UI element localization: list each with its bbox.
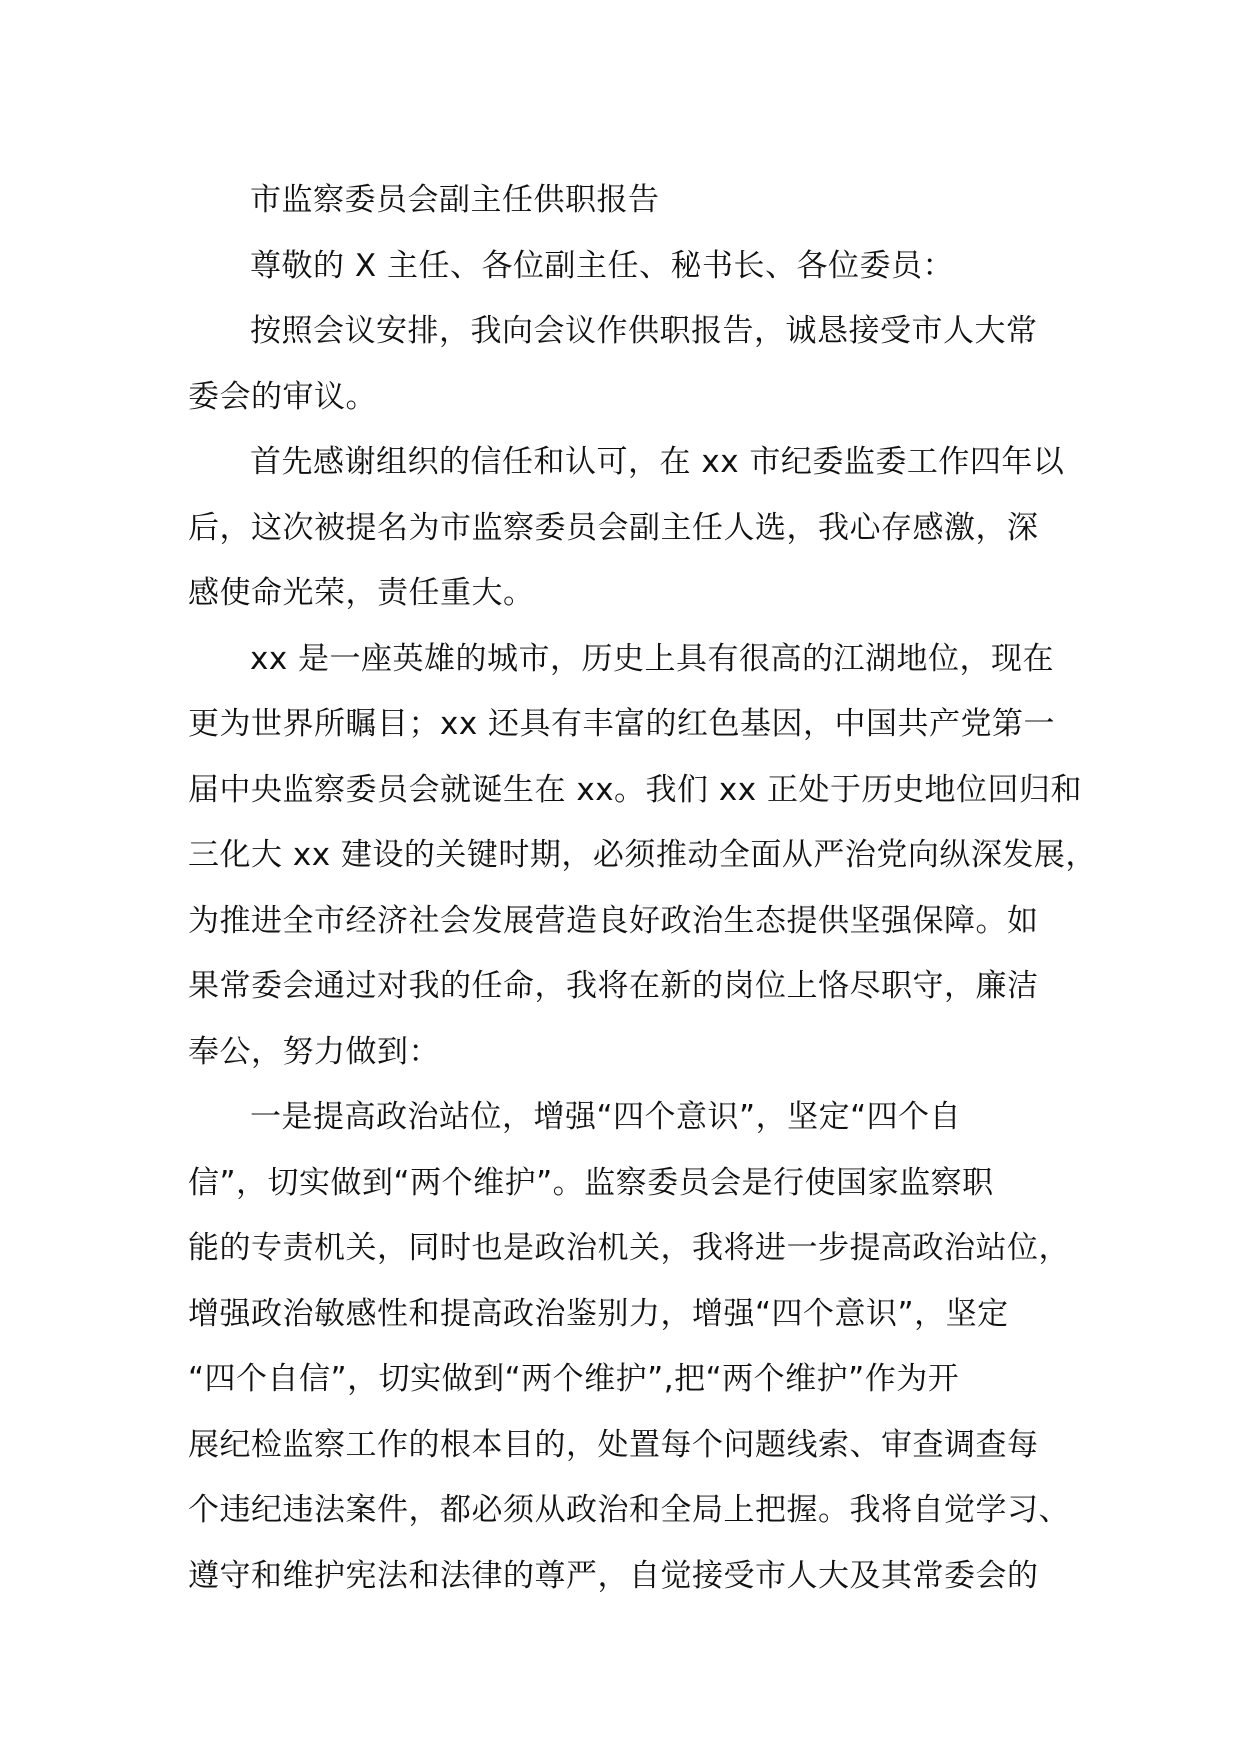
paragraph-line: 遵守和维护宪法和法律的尊严，自觉接受市人大及其常委会的 [188,1557,1039,1594]
paragraph-line: 一是提高政治站位，增强“四个意识”，坚定“四个自 [250,1099,962,1135]
paragraph-line: 后，这次被提名为市监察委员会副主任人选，我心存感激，深 [188,509,1039,546]
salutation-line: 尊敬的 X 主任、各位副主任、秘书长、各位委员： [250,247,954,284]
paragraph-line: 展纪检监察工作的根本目的，处置每个问题线索、审查调查每 [188,1426,1039,1463]
paragraph-line: 按照会议安排，我向会议作供职报告，诚恳接受市人大常 [250,313,1038,349]
paragraph-line: 增强政治敏感性和提高政治鉴别力，增强“四个意识”，坚定 [188,1295,1009,1332]
paragraph-line: 能的专责机关，同时也是政治机关，我将进一步提高政治站位， [188,1230,1070,1266]
paragraph-line: 委会的审议。 [188,378,377,415]
paragraph-line: 奉公，努力做到： [188,1033,440,1070]
paragraph-line: 果常委会通过对我的任命，我将在新的岗位上恪尽职守，廉洁 [188,968,1039,1004]
paragraph-line: “四个自信”，切实做到“两个维护”,把“两个维护”作为开 [188,1361,960,1397]
paragraph-line: 届中央监察委员会就诞生在 xx。我们 xx 正处于历史地位回归和 [188,771,1082,808]
paragraph-line: xx 是一座英雄的城市，历史上具有很高的江湖地位，现在 [250,640,1055,677]
paragraph-line: 首先感谢组织的信任和认可，在 xx 市纪委监委工作四年以 [250,444,1065,480]
paragraph-line: 为推进全市经济社会发展营造良好政治生态提供坚强保障。如 [188,902,1039,939]
document-title: 市监察委员会副主任供职报告 [250,182,660,218]
paragraph-line: 更为世界所瞩目；xx 还具有丰富的红色基因，中国共产党第一 [188,706,1056,742]
paragraph-line: 信”，切实做到“两个维护”。监察委员会是行使国家监察职 [188,1164,994,1201]
paragraph-line: 三化大 xx 建设的关键时期，必须推动全面从严治党向纵深发展， [188,837,1097,873]
paragraph-line: 个违纪违法案件，都必须从政治和全局上把握。我将自觉学习、 [188,1492,1070,1528]
paragraph-line: 感使命光荣，责任重大。 [188,575,535,611]
document-body [188,168,1097,1609]
